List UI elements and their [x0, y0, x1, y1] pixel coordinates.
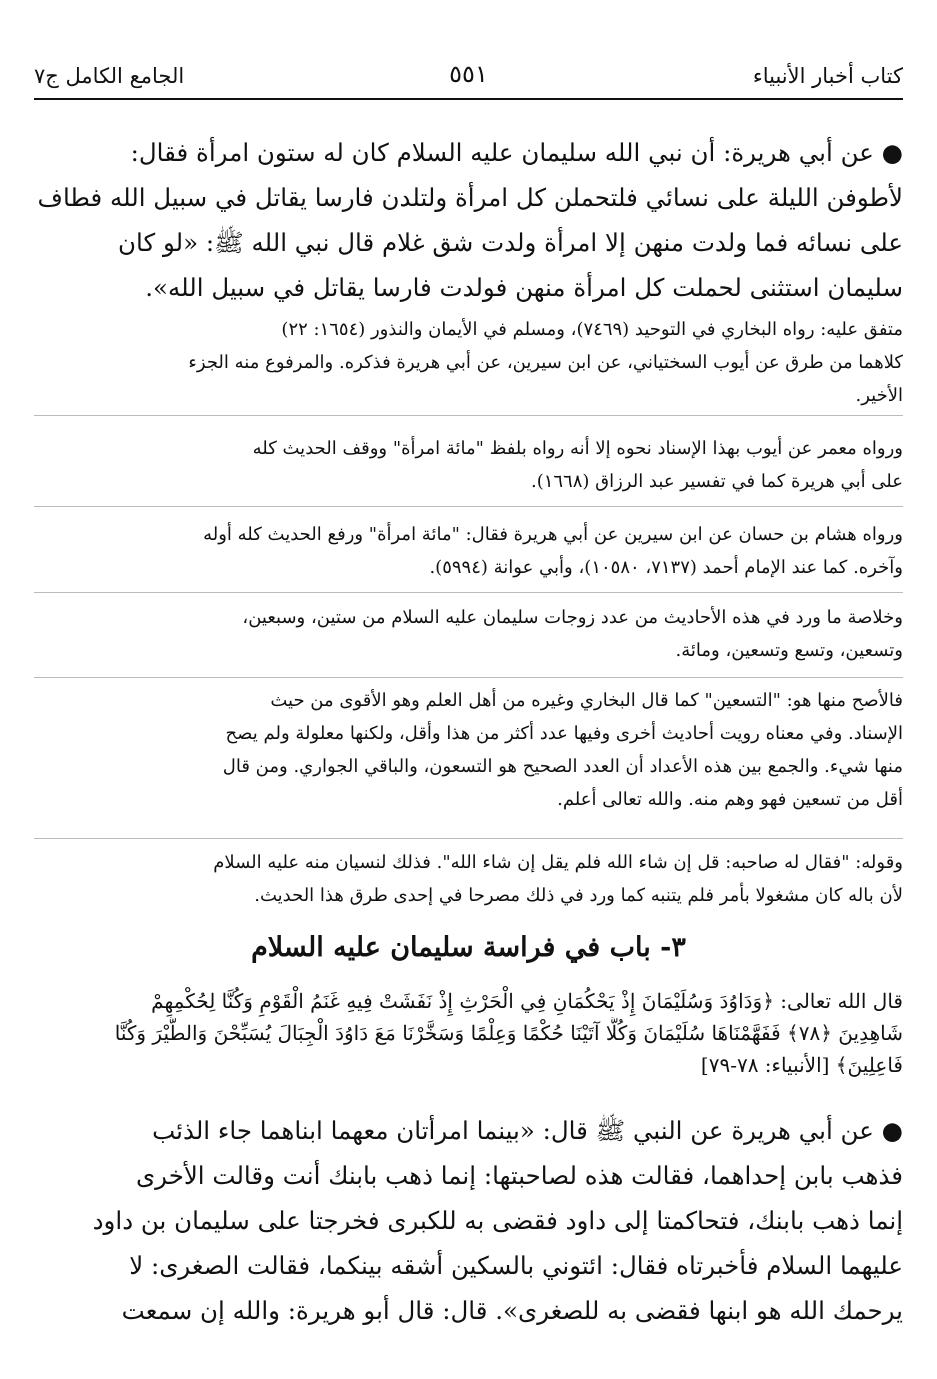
text-line: ● عن أبي هريرة: أن نبي الله سليمان عليه السلام كان له ستون امرأة فقال: [130, 138, 903, 167]
footnote-4 [34, 601, 903, 667]
text-line: وآخره. كما عند الإمام أحمد (٧١٣٧، ١٠٥٨٠)، وأبي عوانة (٥٩٩٤). [429, 557, 903, 578]
text-line: وتسعين، وتسع وتسعين، ومائة. [675, 640, 903, 661]
page-number: ٥٥١ [449, 60, 488, 88]
quran-quote [34, 985, 903, 1081]
text-line: سليمان استثنى لحملت كل امرأة منهن فولدت فارسا يقاتل في سبيل الله». [145, 273, 903, 302]
book-title: كتاب أخبار الأنبياء [752, 64, 903, 88]
section-title: ٣- باب في فراسة سليمان عليه السلام [251, 932, 686, 963]
divider [34, 677, 903, 678]
footnote-1 [34, 313, 903, 412]
text-line: أقل من تسعين فهو وهم منه. والله تعالى أعلم. [557, 789, 903, 810]
text-line: فالأصح منها هو: "التسعين" كما قال البخاري وغيره من أهل العلم وهو الأقوى من حيث [270, 690, 903, 711]
divider [34, 506, 903, 507]
footnote-2 [34, 432, 903, 498]
text-line: لأطوفن الليلة على نسائي فلتحملن كل امرأة ولتلدن فارسا يقاتل في سبيل الله فطاف [37, 183, 903, 212]
text-line: الإسناد. وفي معناه رويت أحاديث أخرى وفيها عدد أكثر من هذا وأقل، ولكنها معلولة ولم يصح [225, 723, 903, 744]
footnote-6 [34, 846, 903, 912]
text-line: قال الله تعالى: ﴿وَدَاوُدَ وَسُلَيْمَانَ إِذْ يَحْكُمَانِ فِي الْحَرْثِ إِذْ نَفَشَتْ فِيهِ غَنَمُ الْقَوْمِ وَكُنَّا لِحُكْمِهِمْ [151, 989, 903, 1013]
text-line: إنما ذهب بابنك، فتحاكمتا إلى داود فقضى به للكبرى فخرجتا على سليمان بن داود [92, 1206, 903, 1235]
running-header [34, 58, 903, 100]
text-line: كلاهما من طرق عن أيوب السختياني، عن ابن سيرين، عن أبي هريرة فذكره. والمرفوع منه الجزء [188, 352, 903, 373]
divider [34, 415, 903, 416]
divider [34, 838, 903, 839]
hadith-paragraph-2 [34, 1108, 903, 1333]
text-line: فذهب بابن إحداهما، فقالت هذه لصاحبتها: إنما ذهب بابنك أنت وقالت الأخرى [136, 1161, 903, 1190]
text-line: عليهما السلام فأخبرتاه فقال: ائتوني بالسكين أشقه بينكما، فقالت الصغرى: لا [129, 1251, 903, 1280]
text-line: الأخير. [855, 385, 903, 406]
text-line: فَاعِلِينَ﴾ [الأنبياء: ٧٨-٧٩] [700, 1053, 903, 1077]
text-line: لأن باله كان مشغولا بأمر فلم يتنبه كما ورد في ذلك مصرحا في إحدى طرق هذا الحديث. [254, 885, 903, 906]
divider [34, 592, 903, 593]
text-line: شَاهِدِينَ ﴿٧٨﴾ فَفَهَّمْنَاهَا سُلَيْمَانَ وَكُلًّا آتَيْنَا حُكْمًا وَعِلْمًا وَسَخَّرْنَا مَعَ دَاوُدَ الْجِبَالَ يُسَبِّحْنَ وَالطَّيْرَ وَكُنَّا [114, 1021, 903, 1045]
text-line: على أبي هريرة كما في تفسير عبد الرزاق (١٦٦٨). [530, 471, 903, 492]
collection-title: الجامع الكامل ج٧ [34, 64, 185, 88]
text-line: ورواه هشام بن حسان عن ابن سيرين عن أبي هريرة فقال: "مائة امرأة" ورفع الحديث كله أوله [203, 524, 903, 545]
text-line: يرحمك الله هو ابنها فقضى به للصغرى». قال: قال أبو هريرة: والله إن سمعت [121, 1296, 903, 1325]
hadith-paragraph-1 [34, 130, 903, 310]
text-line: وقوله: "فقال له صاحبه: قل إن شاء الله فلم يقل إن شاء الله". فذلك لنسيان منه عليه السلام [213, 852, 903, 873]
footnote-3 [34, 518, 903, 584]
text-line: على نسائه فما ولدت منهن إلا امرأة ولدت شق غلام قال نبي الله ﷺ: «لو كان [118, 228, 903, 257]
text-line: وخلاصة ما ورد في هذه الأحاديث من عدد زوجات سليمان عليه السلام من ستين، وسبعين، [242, 607, 903, 628]
text-line: ● عن أبي هريرة عن النبي ﷺ قال: «بينما امرأتان معهما ابناهما جاء الذئب [152, 1116, 903, 1145]
text-line: ورواه معمر عن أيوب بهذا الإسناد نحوه إلا أنه رواه بلفظ "مائة امرأة" ووقف الحديث كله [252, 438, 903, 459]
text-line: متفق عليه: رواه البخاري في التوحيد (٧٤٦٩)، ومسلم في الأيمان والنذور (١٦٥٤: ٢٢) [281, 319, 903, 340]
footnote-5 [34, 684, 903, 816]
text-line: منها شيء. والجمع بين هذه الأعداد أن العدد الصحيح هو التسعون، والباقي الجواري. ومن قال [222, 756, 903, 777]
